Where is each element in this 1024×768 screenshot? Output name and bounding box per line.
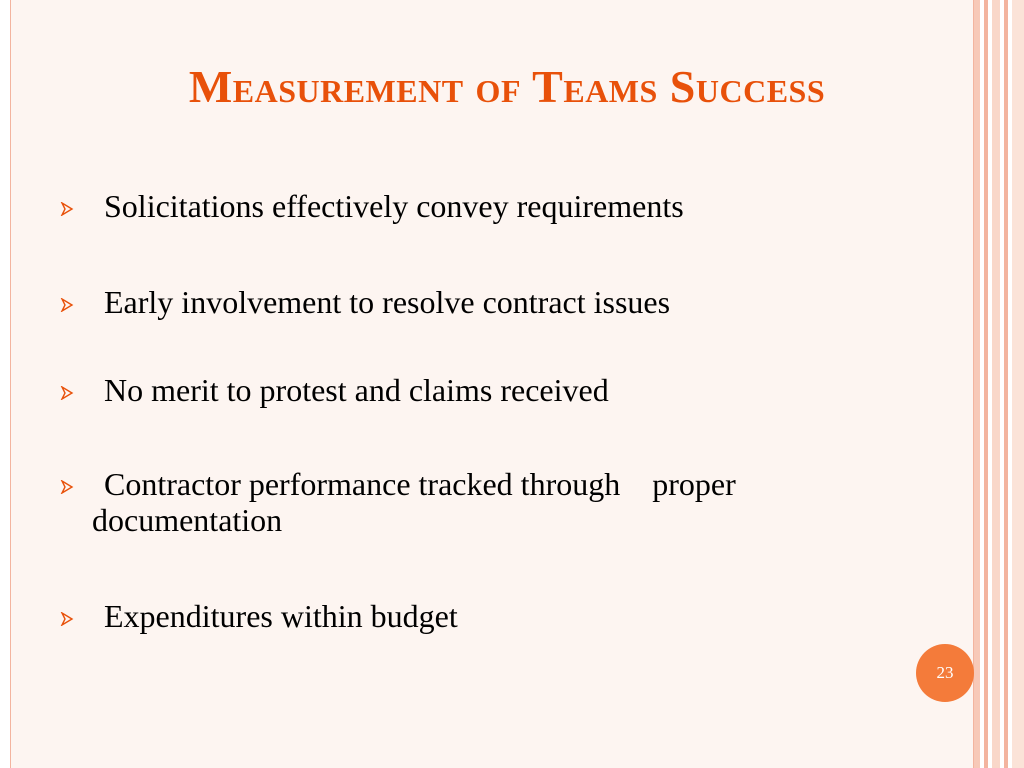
stripe <box>1012 0 1024 768</box>
stripe <box>984 0 988 768</box>
stripe <box>992 0 1000 768</box>
bullet-text-continuation: documentation <box>92 502 283 538</box>
stripe <box>974 0 980 768</box>
arrowhead-bullet-icon <box>60 386 74 400</box>
arrowhead-bullet-icon <box>60 298 74 312</box>
page-number-badge <box>916 644 974 702</box>
decorative-stripes <box>974 0 1024 768</box>
arrowhead-bullet-icon <box>60 480 74 494</box>
list-item <box>60 372 609 408</box>
list-item <box>60 466 736 538</box>
arrowhead-bullet-icon <box>60 612 74 626</box>
bullet-text: Early involvement to resolve contract issues <box>104 284 671 320</box>
page-number: 23 <box>936 663 954 682</box>
slide-title: Measurement of Teams Success <box>188 61 826 112</box>
list-item <box>60 188 684 224</box>
list-item <box>60 284 670 320</box>
bullet-text: Expenditures within budget <box>104 598 458 634</box>
stripe <box>1004 0 1008 768</box>
bullet-text: Contractor performance tracked through proper <box>104 466 736 502</box>
bullet-text: No merit to protest and claims received <box>104 372 609 408</box>
bullet-text: Solicitations effectively convey requirements <box>104 188 684 224</box>
list-item <box>60 598 458 634</box>
arrowhead-bullet-icon <box>60 202 74 216</box>
